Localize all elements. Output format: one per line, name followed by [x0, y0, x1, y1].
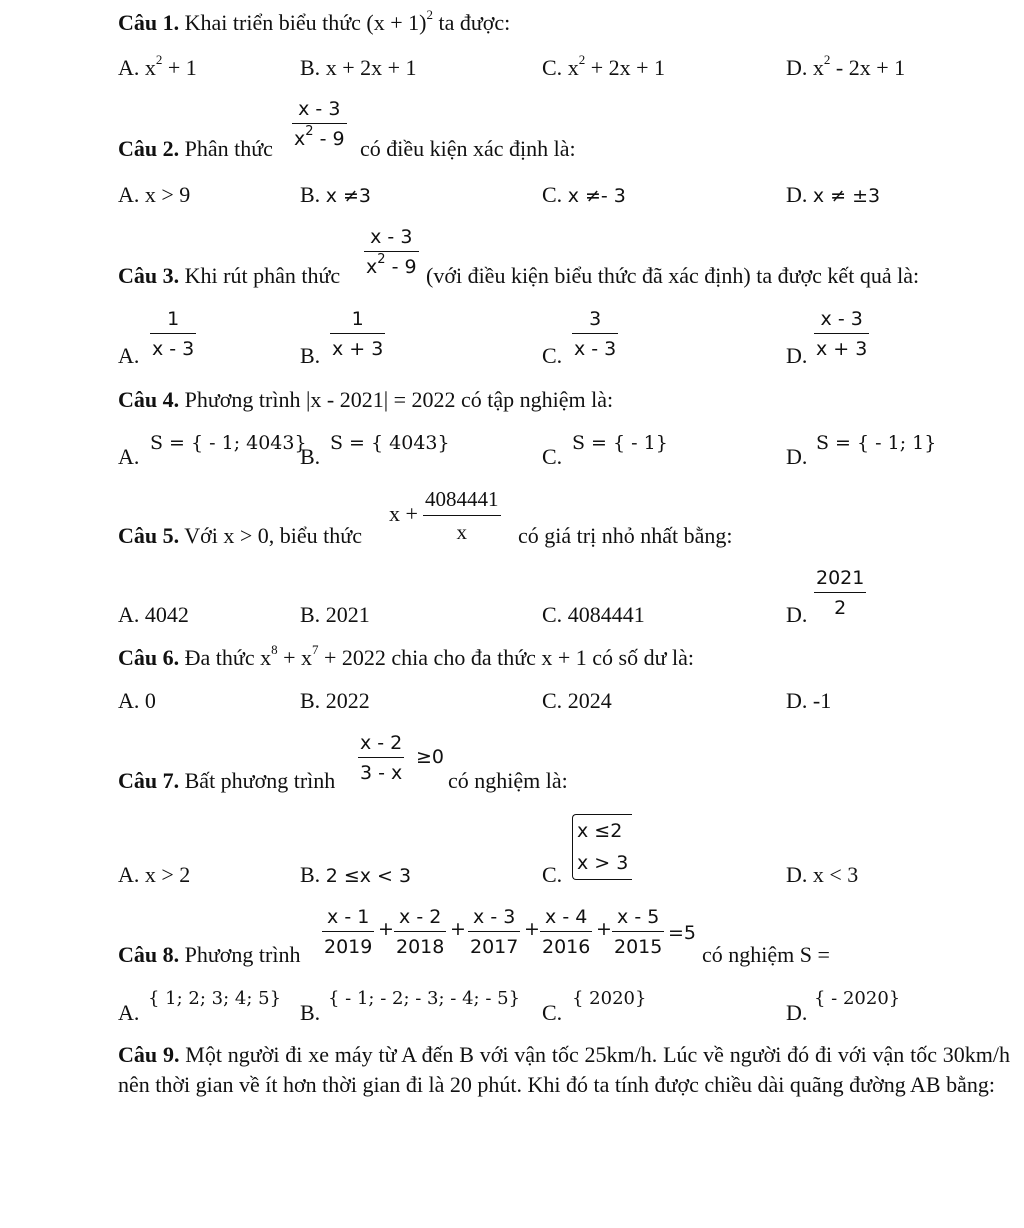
q4-option-c[interactable]: S = { - 1}	[572, 432, 668, 454]
q3-option-c-letter[interactable]: C.	[542, 343, 563, 368]
plus-sign: +	[450, 918, 466, 940]
question-text: Khai triển biểu thức (x + 1)	[184, 10, 427, 35]
question-6: Câu 6. Đa thức $x^8 + x^7 + 2022$ chia cho đa thức x + 1 có số dư là:	[118, 642, 695, 670]
question-text: Phương trình |x - 2021| = 2022 có tập nghiệm là:	[184, 387, 614, 412]
q5-option-d[interactable]: 2021 2	[816, 567, 865, 619]
question-text: Một người đi xe máy từ A đến B với vận tốc 25km/h. Lúc về người đó đi với vận tốc 30km/h nên thời gian về ít hơn thời gian đi là 20 phút. Khi đó ta tính được chiều dài quãng đường AB bằng:	[118, 1042, 1011, 1097]
question-label: Câu 1.	[118, 10, 180, 35]
question-3	[118, 265, 340, 287]
question-7	[118, 770, 335, 792]
question-tail: có nghiệm S =	[702, 942, 830, 967]
q8-option-d-letter[interactable]: D.	[786, 1000, 808, 1025]
q7-relation: ≥0	[416, 746, 445, 768]
q3-option-d-letter[interactable]: D.	[786, 343, 808, 368]
q6-option-b[interactable]: B. 2022	[300, 688, 370, 713]
plus-sign: +	[378, 918, 394, 940]
q2-option-d[interactable]: D. x ≠ ±3	[786, 182, 881, 207]
question-8	[118, 944, 300, 966]
q1-option-c[interactable]: C. $x^2 + 2x + 1$	[542, 52, 666, 80]
q8-option-c[interactable]: { 2020}	[572, 988, 647, 1009]
q2-option-b[interactable]: B. x ≠3	[300, 182, 371, 207]
q1-option-b[interactable]: B. x + 2x + 1	[300, 55, 417, 80]
q1-option-a[interactable]: A. $x^2 + 1$	[118, 52, 197, 80]
q7-option-b[interactable]: B. 2 ≤x < 3	[300, 862, 412, 887]
question-label: Câu 2.	[118, 136, 180, 161]
q8-fraction: x - 5 2015	[614, 906, 663, 958]
q2-fraction: x - 3 $x^2 - 9$	[294, 98, 345, 150]
q5-expr-lead: x +	[389, 501, 418, 526]
q7-fraction: x - 2 3 - x	[360, 732, 403, 784]
q8-fraction: x - 2 2018	[396, 906, 445, 958]
question-label: Câu 7.	[118, 768, 180, 793]
question-text: Phân thức	[184, 136, 273, 161]
q8-fraction: x - 3 2017	[470, 906, 519, 958]
question-tail: có điều kiện xác định là:	[360, 136, 576, 161]
question-label: Câu 8.	[118, 942, 180, 967]
q8-fraction: x - 1 2019	[324, 906, 373, 958]
question-label: Câu 5.	[118, 523, 180, 548]
plus-sign: +	[524, 918, 540, 940]
question-text: Với x > 0, biểu thức	[184, 523, 362, 548]
question-5	[118, 525, 362, 547]
q4-option-d[interactable]: S = { - 1; 1}	[816, 432, 937, 454]
q4-option-d-letter[interactable]: D.	[786, 444, 808, 469]
q3-option-c[interactable]: 3 x - 3	[574, 308, 617, 360]
q7-option-d[interactable]: D. x < 3	[786, 862, 859, 887]
question-label: Câu 3.	[118, 263, 180, 288]
q4-option-b-letter[interactable]: B.	[300, 444, 321, 469]
q3-option-b[interactable]: 1 x + 3	[332, 308, 384, 360]
q7-option-c-letter[interactable]: C.	[542, 862, 563, 887]
q3-option-b-letter[interactable]: B.	[300, 343, 321, 368]
q6-option-c[interactable]: C. 2024	[542, 688, 612, 713]
q4-option-a-letter[interactable]: A.	[118, 444, 140, 469]
question-tail: có nghiệm là:	[448, 768, 568, 793]
q5-option-b[interactable]: B. 2021	[300, 602, 370, 627]
question-2	[118, 138, 273, 160]
question-text: Phương trình	[184, 942, 301, 967]
q1-option-d[interactable]: D. $x^2 - 2x + 1$	[786, 52, 906, 80]
question-text: Khi rút phân thức	[184, 263, 341, 288]
question-tail: (với điều kiện biểu thức đã xác định) ta được kết quả là:	[426, 263, 920, 288]
q5-fraction: 4084441 x	[425, 487, 499, 544]
question-1: Câu 1. Khai triển biểu thức $(x + 1)^2$ ta được:	[118, 7, 511, 35]
question-label: Câu 6.	[118, 645, 180, 670]
q5-option-a[interactable]: A. 4042	[118, 602, 189, 627]
q8-option-b-letter[interactable]: B.	[300, 1000, 321, 1025]
question-label: Câu 4.	[118, 387, 180, 412]
q8-fraction: x - 4 2016	[542, 906, 591, 958]
q5-option-c[interactable]: C. 4084441	[542, 602, 645, 627]
q4-option-c-letter[interactable]: C.	[542, 444, 563, 469]
q8-option-c-letter[interactable]: C.	[542, 1000, 563, 1025]
q3-option-a-letter[interactable]: A.	[118, 343, 140, 368]
plus-sign: +	[596, 918, 612, 940]
q6-option-a[interactable]: A. 0	[118, 688, 156, 713]
q3-option-d[interactable]: x - 3 x + 3	[816, 308, 868, 360]
question-label: Câu 9.	[118, 1042, 180, 1067]
q4-option-a[interactable]: S = { - 1; 4043}	[150, 432, 307, 454]
q6-option-d[interactable]: D. -1	[786, 688, 832, 713]
q4-option-b[interactable]: S = { 4043}	[330, 432, 450, 454]
question-text: Bất phương trình	[184, 768, 336, 793]
q8-option-a[interactable]: { 1; 2; 3; 4; 5}	[148, 988, 282, 1009]
question-4	[118, 389, 613, 411]
q2-option-a[interactable]: A. x > 9	[118, 182, 191, 207]
q7-option-c[interactable]: x ≤2 x > 3	[572, 814, 632, 880]
q7-option-a[interactable]: A. x > 2	[118, 862, 191, 887]
question-tail: ta được:	[438, 10, 511, 35]
q2-option-c[interactable]: C. x ≠- 3	[542, 182, 626, 207]
q5-option-d-letter[interactable]: D.	[786, 602, 808, 627]
q8-option-b[interactable]: { - 1; - 2; - 3; - 4; - 5}	[328, 988, 521, 1009]
q3-fraction: x - 3 $x^2 - 9$	[366, 226, 417, 278]
q3-option-a[interactable]: 1 x - 3	[152, 308, 195, 360]
question-9	[118, 1040, 1010, 1100]
q8-rhs: =5	[668, 922, 697, 944]
q8-option-d[interactable]: { - 2020}	[814, 988, 901, 1009]
q8-option-a-letter[interactable]: A.	[118, 1000, 140, 1025]
question-tail: có giá trị nhỏ nhất bằng:	[518, 523, 733, 548]
